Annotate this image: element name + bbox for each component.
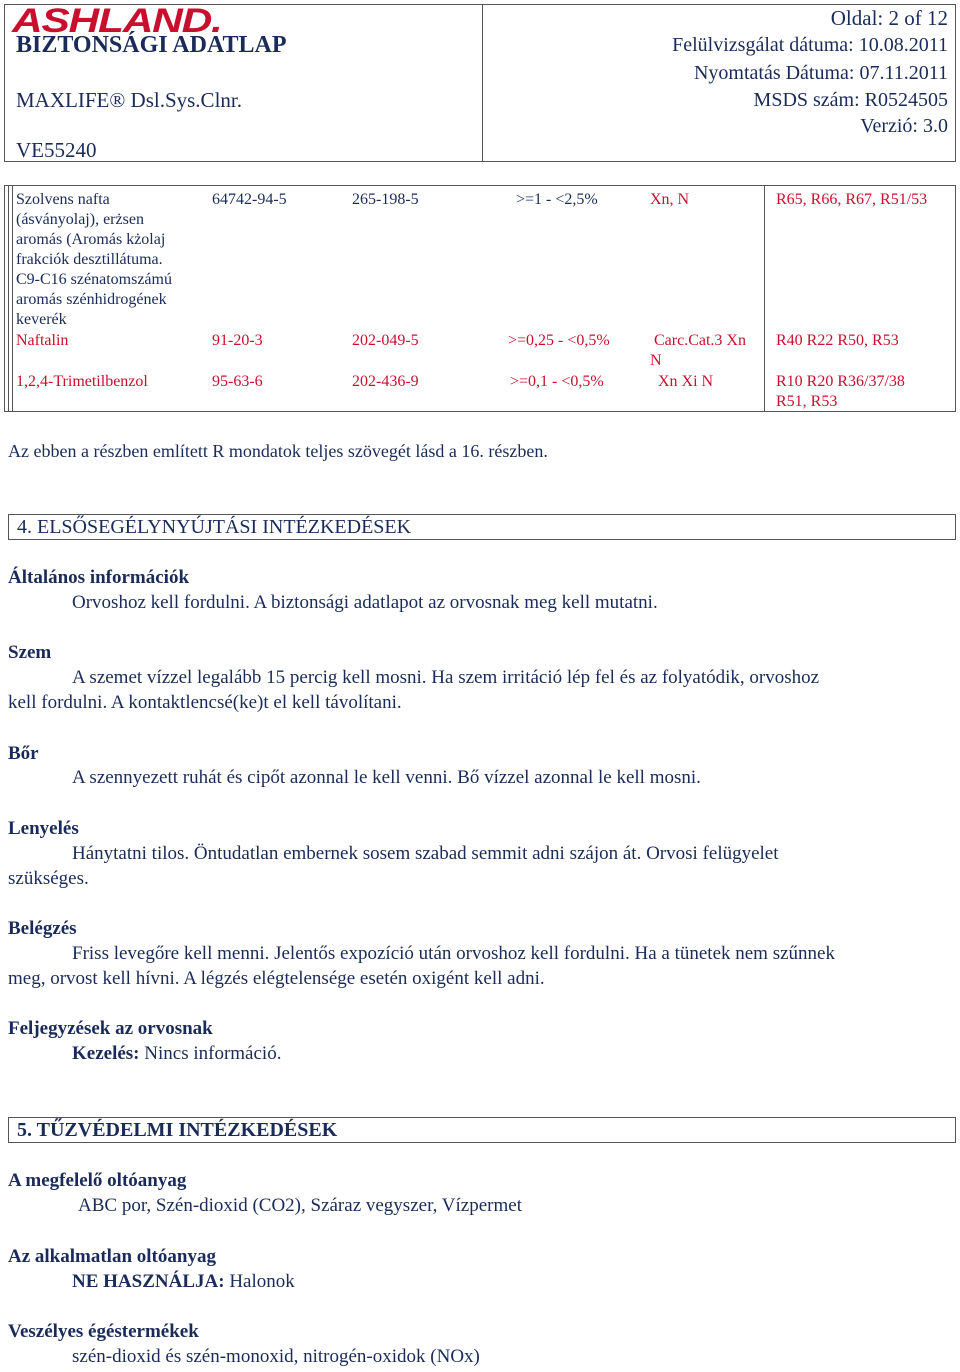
hazardous-products-text: szén-dioxid és szén-monoxid, nitrogén-oxidok (NOx): [72, 1346, 480, 1367]
skin-heading: Bőr: [8, 743, 39, 764]
hazardous-products-heading: Veszélyes égéstermékek: [8, 1321, 199, 1342]
general-info-text: Orvoshoz kell fordulni. A biztonsági adatlapot az orvosnak meg kell mutatni.: [72, 592, 658, 613]
concentration: >=0,25 - <0,5%: [508, 332, 610, 349]
doctor-notes-heading: Feljegyzések az orvosnak: [8, 1018, 213, 1039]
ingestion-heading: Lenyelés: [8, 818, 79, 839]
substance-name: Szolvens nafta: [16, 191, 110, 208]
substance-name: Naftalin: [16, 332, 69, 349]
substance-name: C9-C16 szénatomszámú: [16, 271, 172, 288]
suitable-media-text: ABC por, Szén-dioxid (CO2), Száraz vegyszer, Vízpermet: [78, 1195, 522, 1216]
header-divider: [482, 4, 483, 162]
doc-title: BIZTONSÁGI ADATLAP: [16, 32, 287, 58]
inhalation-text-2: meg, orvost kell hívni. A légzés elégtelensége esetén oxigént kell adni.: [8, 968, 545, 989]
r-phrases: [776, 372, 905, 412]
classification-line: N: [650, 352, 662, 369]
inhalation-text-1: Friss levegőre kell menni. Jelentős expozíció után orvoshoz kell fordulni. Ha a tünetek nem szűnnek: [72, 943, 835, 964]
unsuitable-label: NE HASZNÁLJA:: [72, 1271, 225, 1292]
classification: [650, 331, 746, 371]
substance-name: aromás (Aromás kżolaj: [16, 231, 166, 248]
product-code: VE55240: [16, 138, 97, 162]
msds-number: MSDS szám: R0524505: [753, 89, 948, 111]
skin-text: A szennyezett ruhát és cipőt azonnal le kell venni. Bő vízzel azonnal le kell mosni.: [72, 767, 701, 788]
section-5-header: [8, 1117, 956, 1143]
substance-name: aromás szénhidrogének: [16, 291, 167, 308]
cas-number: 95-63-6: [212, 373, 263, 390]
eye-text-1: A szemet vízzel legalább 15 percig kell mosni. Ha szem irritáció lép fel és az folyatódik, orvoshoz: [72, 667, 820, 688]
cas-number: 91-20-3: [212, 332, 263, 349]
unsuitable-media-heading: Az alkalmatlan oltóanyag: [8, 1246, 216, 1267]
section-4-header: [8, 514, 956, 540]
print-date: Nyomtatás Dátuma: 07.11.2011: [693, 62, 948, 84]
concentration: >=0,1 - <0,5%: [510, 373, 604, 390]
eye-text-2: kell fordulni. A kontaktlencsé(ke)t el kell távolítani.: [8, 692, 402, 713]
section-5-title: 5. TŰZVÉDELMI INTÉZKEDÉSEK: [17, 1119, 338, 1141]
substance-name: keverék: [16, 311, 67, 328]
r-phrase-note: Az ebben a részben említett R mondatok teljes szövegét lásd a 16. részben.: [8, 441, 548, 461]
r-phrase-line: R51, R53: [776, 393, 838, 410]
treatment-line: [72, 1043, 281, 1065]
eye-heading: Szem: [8, 642, 52, 663]
general-info-heading: Általános információk: [8, 567, 190, 588]
unsuitable-media-line: [72, 1271, 295, 1293]
ec-number: 202-049-5: [352, 332, 419, 349]
classification: Xn, N: [650, 191, 690, 208]
table-border: [764, 186, 765, 412]
r-phrase-line: R10 R20 R36/37/38: [776, 373, 905, 390]
substance-name: frakciók desztillátuma.: [16, 251, 163, 268]
revision-date: Felülvizsgálat dátuma: 10.08.2011: [672, 34, 948, 56]
substance-name: (ásványolaj), erżsen: [16, 211, 144, 228]
ingestion-text-2: szükséges.: [8, 868, 89, 889]
page-number: Oldal: 2 of 12: [830, 6, 948, 30]
section-4-title: 4. ELSŐSEGÉLYNYÚJTÁSI INTÉZKEDÉSEK: [17, 516, 412, 538]
product-name: MAXLIFE® Dsl.Sys.Clnr.: [16, 88, 242, 112]
table-border: [12, 186, 13, 412]
table-row: [16, 190, 172, 330]
r-phrases: R40 R22 R50, R53: [776, 332, 899, 349]
substance-name: 1,2,4-Trimetilbenzol: [16, 373, 148, 390]
concentration: >=1 - <2,5%: [516, 191, 598, 208]
treatment-value: Nincs információ.: [144, 1043, 282, 1064]
classification-line: Carc.Cat.3 Xn: [654, 332, 746, 349]
treatment-label: Kezelés:: [72, 1043, 140, 1064]
version: Verzió: 3.0: [860, 115, 948, 137]
ashland-logo: ASHLAND.: [12, 2, 222, 40]
ec-number: 265-198-5: [352, 191, 419, 208]
unsuitable-value: Halonok: [229, 1271, 295, 1292]
table-border: [8, 186, 9, 412]
ingestion-text-1: Hánytatni tilos. Öntudatlan embernek sosem szabad semmit adni szájon át. Orvosi felügyelet: [72, 843, 779, 864]
r-phrases: R65, R66, R67, R51/53: [776, 191, 928, 208]
inhalation-heading: Belégzés: [8, 918, 77, 939]
cas-number: 64742-94-5: [212, 191, 287, 208]
ec-number: 202-436-9: [352, 373, 419, 390]
suitable-media-heading: A megfelelő oltóanyag: [8, 1170, 187, 1191]
classification: Xn Xi N: [658, 373, 714, 390]
